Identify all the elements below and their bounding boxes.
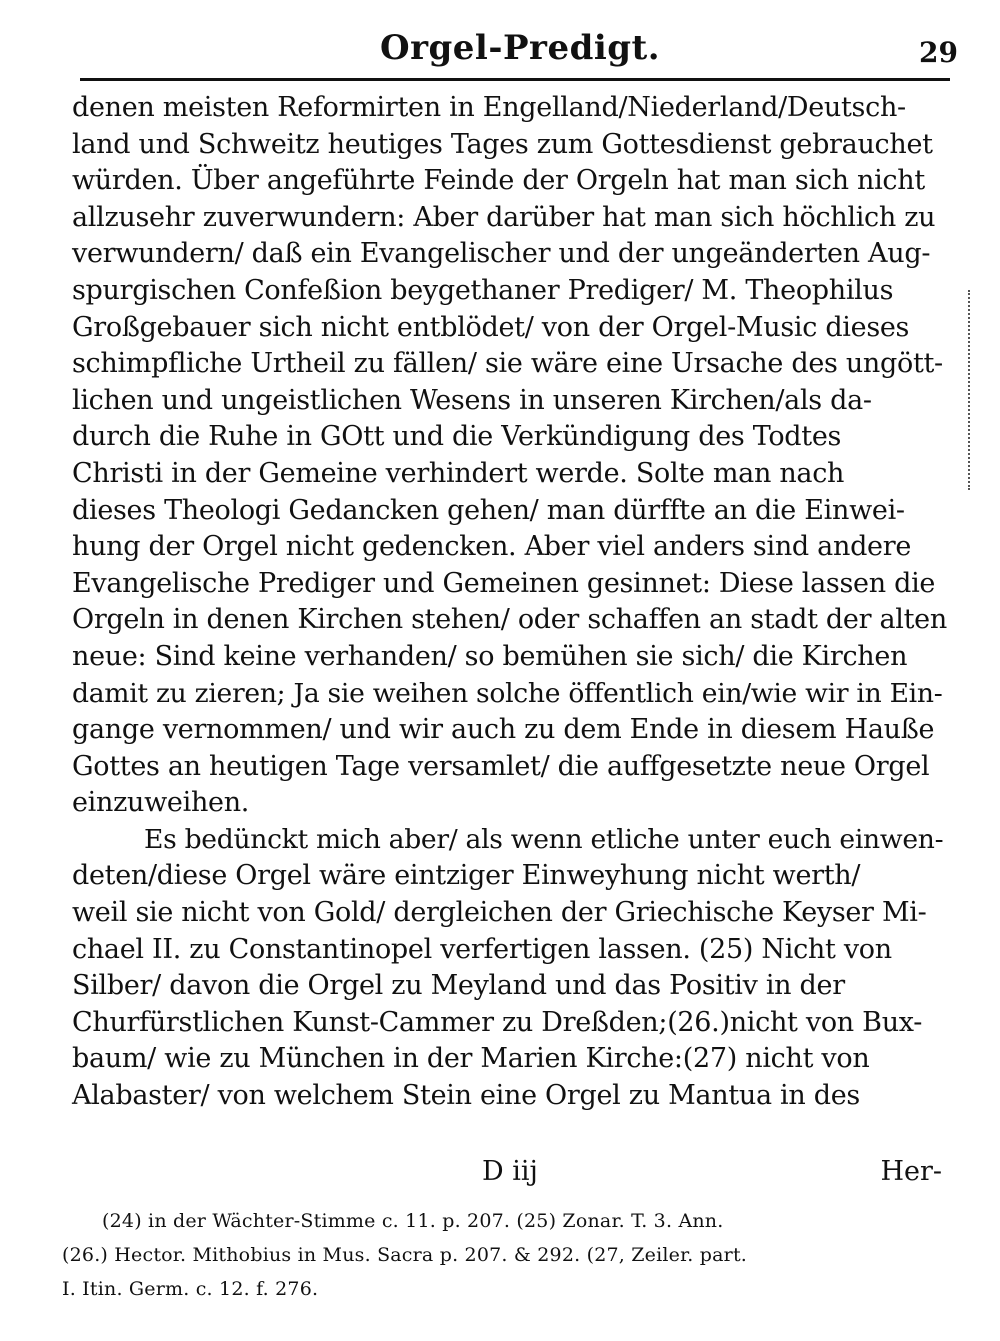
text-line: Evangelische Prediger und Gemeinen gesinnet: Diese lassen die xyxy=(72,567,936,599)
text-line: durch die Ruhe in GOtt und die Verkündigung des Todtes xyxy=(72,421,842,453)
text-line: würden. Über angeführte Feinde der Orgeln hat man sich nicht xyxy=(72,165,925,197)
footnote-line: I. Itin. Germ. c. 12. f. 276. xyxy=(62,1278,319,1300)
footnotes xyxy=(62,1204,952,1306)
text-line: Silber/ davon die Orgel zu Meyland und das Positiv in der xyxy=(72,970,845,1002)
main-text xyxy=(72,90,952,1115)
text-line: baum/ wie zu München in der Marien Kirche:(27) nicht von xyxy=(72,1043,870,1075)
text-line: deten/diese Orgel wäre eintziger Einweyhung nicht werth/ xyxy=(72,860,861,892)
catchword: Her- xyxy=(880,1156,942,1187)
text-line: einzuweihen. xyxy=(72,787,250,819)
text-line: Alabaster/ von welchem Stein eine Orgel zu Mantua in des xyxy=(72,1080,860,1112)
text-line: Orgeln in denen Kirchen stehen/ oder schaffen an stadt der alten xyxy=(72,604,947,636)
text-line: dieses Theologi Gedancken gehen/ man dürffte an die Einwei- xyxy=(72,494,905,526)
text-line: allzusehr zuverwundern: Aber darüber hat man sich höchlich zu xyxy=(72,201,936,233)
text-line: Churfürstlichen Kunst-Cammer zu Dreßden;(26.)nicht von Bux- xyxy=(72,1006,923,1038)
text-line: neue: Sind keine verhanden/ so bemühen sie sich/ die Kirchen xyxy=(72,640,908,672)
text-line: Christi in der Gemeine verhindert werde. Solte man nach xyxy=(72,457,845,489)
header-rule xyxy=(80,78,950,81)
page-number: 29 xyxy=(919,36,958,69)
text-line: hung der Orgel nicht gedencken. Aber viel anders sind andere xyxy=(72,531,912,563)
text-line: lichen und ungeistlichen Wesens in unseren Kirchen/als da- xyxy=(72,384,872,416)
text-line: weil sie nicht von Gold/ dergleichen der Griechische Keyser Mi- xyxy=(72,897,927,929)
text-line: chael II. zu Constantinopel verfertigen lassen. (25) Nicht von xyxy=(72,933,892,965)
page-header xyxy=(80,28,960,78)
signature-mark: D iij xyxy=(482,1156,538,1187)
text-line: Großgebauer sich nicht entblödet/ von der Orgel-Music dieses xyxy=(72,311,910,343)
text-line: verwundern/ daß ein Evangelischer und der ungeänderten Aug- xyxy=(72,238,931,270)
signature-line xyxy=(72,1156,942,1192)
text-line: Gottes an heutigen Tage versamlet/ die auffgesetzte neue Orgel xyxy=(72,750,930,782)
footnote-line: (24) in der Wächter-Stimme c. 11. p. 207. (25) Zonar. T. 3. Ann. xyxy=(102,1210,724,1232)
text-line: spurgischen Confeßion beygethaner Prediger/ M. Theophilus xyxy=(72,274,894,306)
paragraph-start-line: Es bedünckt mich aber/ als wenn etliche unter euch einwen- xyxy=(144,823,944,855)
text-line: damit zu zieren; Ja sie weihen solche öffentlich ein/wie wir in Ein- xyxy=(72,677,943,709)
text-line: gange vernommen/ und wir auch zu dem Ende in diesem Hauße xyxy=(72,714,935,746)
footnote-line: (26.) Hector. Mithobius in Mus. Sacra p. 207. & 292. (27, Zeiler. part. xyxy=(62,1244,748,1266)
text-line: land und Schweitz heutiges Tages zum Gottesdienst gebrauchet xyxy=(72,128,933,160)
running-title: Orgel-Predigt. xyxy=(380,28,661,68)
page-edge-artifact xyxy=(966,290,970,490)
text-line: denen meisten Reformirten in Engelland/Niederland/Deutsch- xyxy=(72,92,906,123)
text-line: schimpfliche Urtheil zu fällen/ sie wäre eine Ursache des ungött- xyxy=(72,348,943,380)
